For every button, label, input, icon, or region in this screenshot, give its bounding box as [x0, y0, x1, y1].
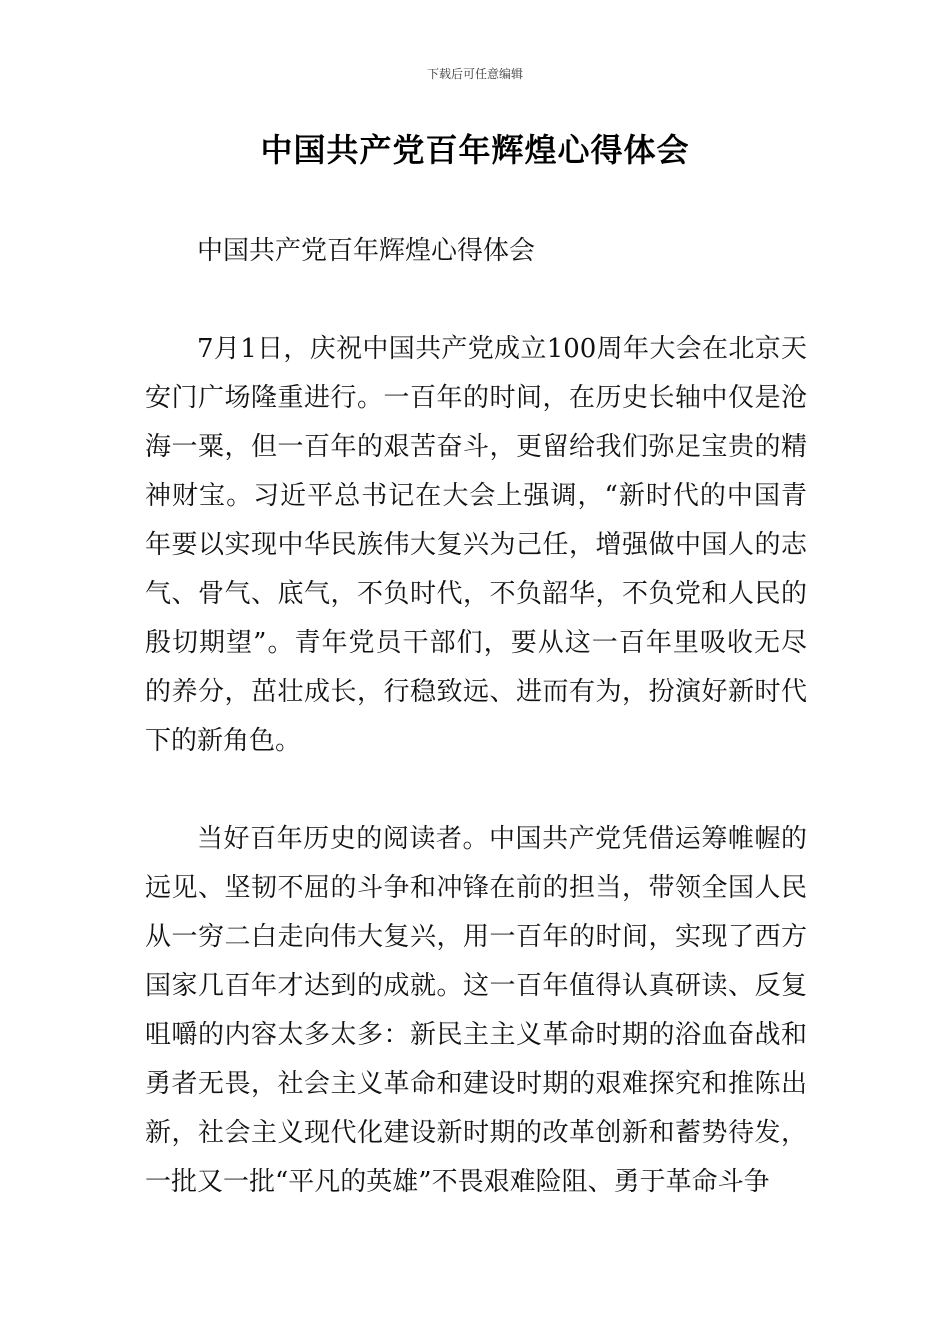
body-paragraph: 中国共产党百年辉煌心得体会: [197, 236, 536, 266]
document-body: [145, 227, 807, 1207]
header-note: 下载后可任意编辑: [426, 67, 523, 81]
body-paragraph: 7月1日，庆祝中国共产党成立100周年大会在北京天安门广场隆重进行。一百年的时间，在历史长轴中仅是沧海一粟，但一百年的艰苦奋斗，更留给我们弥足宝贵的精神财宝。习近平总书记在大会上强调，“新时代的中国青年要以实现中华民族伟大复兴为己任，增强做中国人的志气、骨气、底气，不负时代，不负韶华，不负党和人民的殷切期望”。青年党员干部们，要从这一百年里吸收无尽的养分，茁壮成长，行稳致远、进而有为，扮演好新时代下的新角色。: [145, 334, 807, 756]
body-paragraph: 当好百年历史的阅读者。中国共产党凭借运筹帷幄的远见、坚韧不屈的斗争和冲锋在前的担当，带领全国人民从一穷二白走向伟大复兴，用一百年的时间，实现了西方国家几百年才达到的成就。这一百年值得认真研读、反复咀嚼的内容太多太多：新民主主义革命时期的浴血奋战和勇者无畏，社会主义革命和建设时期的艰难探究和推陈出新，社会主义现代化建设新时期的改革创新和蓄势待发，一批又一批“平凡的英雄”不畏艰难险阻、勇于革命斗争: [145, 824, 807, 1197]
document-title: 中国共产党百年辉煌心得体会: [260, 131, 690, 169]
